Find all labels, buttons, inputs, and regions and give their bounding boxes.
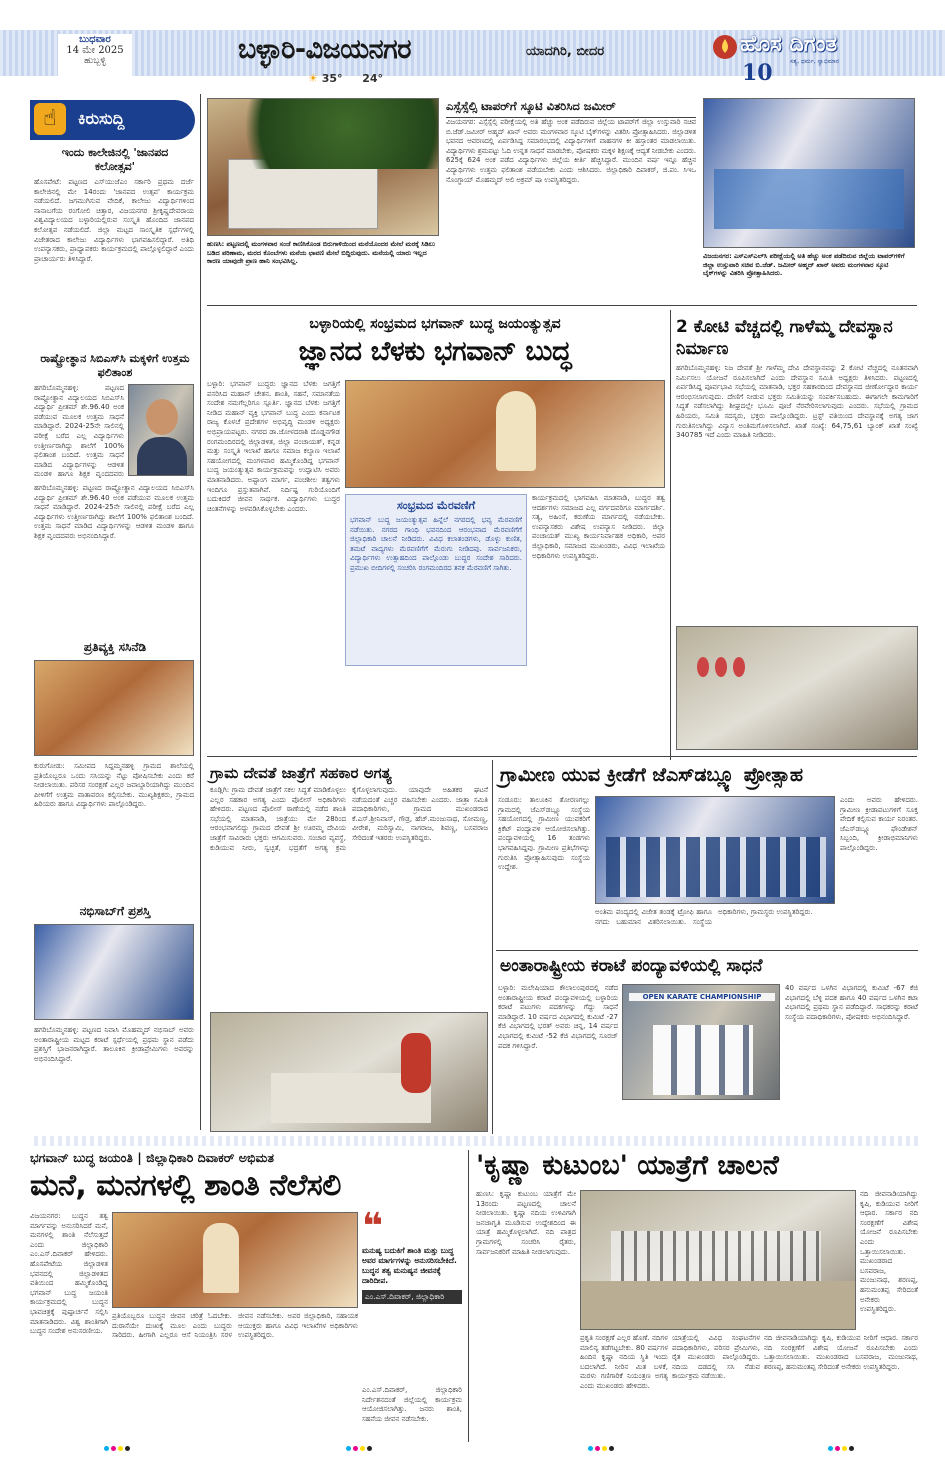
krishna-headline: 'ಕೃಷ್ಣಾ ಕುಟುಂಬ' ಯಾತ್ರೆಗೆ ಚಾಲನೆ [476,1150,779,1181]
brief-2-body-continued: ಹಗರಿಬೊಮ್ಮನಹಳ್ಳಿ: ಪಟ್ಟಣದ ರಾಷ್ಟ್ರೋತ್ಥಾನ ವಿದ್ಯಾಲಯದ ಸಿಬಿಎಸ್‌ಸಿ ವಿದ್ಯಾರ್ಥಿ ಪ್ರೀತಮ್ ಶೇ.96.40 ಅಂಕ ಪಡೆಯುವ ಮೂಲಕ ಉತ್ತಮ ಸಾಧನೆ ಮಾಡಿದ್ದಾರೆ. 2024-25ನೇ ಸಾಲಿನಲ್ಲಿ ಪರೀಕ್ಷೆ ಬರೆದ ಎಲ್ಲ ವಿದ್ಯಾರ್ಥಿಗಳು ಉತ್ತೀರ್ಣರಾಗಿದ್ದು ಶಾಲೆಗೆ 100% ಫಲಿತಾಂಶ ಬಂದಿದೆ. ಉತ್ತಮ ಸಾಧನೆ ಮಾಡಿದ ವಿದ್ಯಾರ್ಥಿಗಳನ್ನು ಆಡಳಿತ ಮಂಡಳಿ ಹಾಗೂ ಶಿಕ್ಷಕ ವೃಂದದವರು ಅಭಿನಂದಿಸಿದ್ದಾರೆ. [34,484,194,540]
karate-headline: ಅಂತಾರಾಷ್ಟ್ರೀಯ ಕರಾಟೆ ಪಂದ್ಯಾವಳಿಯಲ್ಲಿ ಸಾಧನೆ [500,956,763,976]
storm-damage-caption: ಹುಣಸಿ: ಪಟ್ಟಣದಲ್ಲಿ ಮಂಗಳವಾರ ಸಂಜೆ ಕಾಣಿಸಿಕೊಂಡ ಬಿರುಗಾಳಿಯಿಂದ ಮನೆಯೊಂದರ ಮೇಲೆ ಮರಕ್ಕೆ ಸಿಡಿಲು ಬಡಿದ ಪರಿಣಾಮ, ಮರದ ಕೊಂಬೆಗಳು ಮನೆಯ ಛಾವಣಿ ಮೇಲೆ ಬಿದ್ದಿರುವುದು. ಮನೆಯಲ್ಲಿ ಯಾರು ಇಲ್ಲದ ಕಾರಣ ಯಾವುದೇ ಪ್ರಾಣ ಹಾನಿ ಸಂಭವಿಸಿಲ್ಲ. [207,240,436,265]
registration-marks-1 [104,1446,130,1451]
date-box [58,34,132,76]
shanti-body-3: ಎಂ.ಎಸ್.ದಿವಾಕರ್, ಜಿಲ್ಲಾಧಿಕಾರಿ ನಿರ್ದೇಶನದಂತೆ ಜಿಲ್ಲೆಯಲ್ಲಿ ಕಾರ್ಯಕ್ರಮ ಆಯೋಜಿಸಲಾಗಿತ್ತು. ಜನರು ಶಾಂತಿ, ಸಹನೆಯ ಜೀವನ ನಡೆಸಬೇಕು. [362,1386,462,1423]
brief-2-title: ರಾಷ್ಟ್ರೋತ್ಥಾನ ಸಿಬಿಎಸ್‌ಸಿ ಮಕ್ಕಳಿಗೆ ಉತ್ತಮ ಫಲಿತಾಂಶ [40,352,190,379]
brief-2-body: ಹಗರಿಬೊಮ್ಮನಹಳ್ಳಿ: ಪಟ್ಟಣದ ರಾಷ್ಟ್ರೋತ್ಥಾನ ವಿದ್ಯಾಲಯದ ಸಿಬಿಎಸ್‌ಸಿ ವಿದ್ಯಾರ್ಥಿ ಪ್ರೀತಮ್ ಶೇ.96.40 ಅಂಕ ಪಡೆಯುವ ಮೂಲಕ ಉತ್ತಮ ಸಾಧನೆ ಮಾಡಿದ್ದಾರೆ. 2024-25ನೇ ಸಾಲಿನಲ್ಲಿ ಪರೀಕ್ಷೆ ಬರೆದ ಎಲ್ಲ ವಿದ್ಯಾರ್ಥಿಗಳು ಉತ್ತೀರ್ಣರಾಗಿದ್ದು ಶಾಲೆಗೆ 100% ಫಲಿತಾಂಶ ಬಂದಿದೆ. ಉತ್ತಮ ಸಾಧನೆ ಮಾಡಿದ ವಿದ್ಯಾರ್ಥಿಗಳನ್ನು ಆಡಳಿತ ಮಂಡಳಿ ಹಾಗೂ ಶಿಕ್ಷಕ ವೃಂದದವರು [34,384,124,479]
galemma-body: ಹಗರಿಬೊಮ್ಮನಹಳ್ಳಿ: ನಿಜ ದೇವತೆ ಶ್ರೀ ಗಾಳೆಮ್ಮ ದೇವಿ ದೇವಸ್ಥಾನವನ್ನು 2 ಕೋಟಿ ವೆಚ್ಚದಲ್ಲಿ ನೂತನವಾಗಿ ನಿರ್ಮಿಸಲು ಯೋಜನೆ ರೂಪಿಸಲಾಗಿದೆ ಎಂದು ದೇವಸ್ಥಾನ ಸಮಿತಿ ಅಧ್ಯಕ್ಷರು ತಿಳಿಸಿದರು. ಪಟ್ಟಣದಲ್ಲಿ ಏರ್ಪಡಿಸಿದ್ದ ಪೂರ್ವಭಾವಿ ಸಭೆಯಲ್ಲಿ ಮಾತನಾಡಿ, ಭಕ್ತರ ಸಹಕಾರದಿಂದ ದೇವಸ್ಥಾನದ ಜೀರ್ಣೋದ್ಧಾರ ಕಾರ್ಯ ಆರಂಭಿಸಲಾಗುವುದು. ದೇಣಿಗೆ ನೀಡುವ ಭಕ್ತರು ಸಮಿತಿಯನ್ನು ಸಂಪರ್ಕಿಸಬಹುದು. ಈಗಾಗಲೇ ಕಾಮಗಾರಿಗೆ ಸಿದ್ಧತೆ ನಡೆಸಲಾಗಿದ್ದು ಶೀಘ್ರದಲ್ಲೇ ಭೂಮಿ ಪೂಜೆ ನೆರವೇರಿಸಲಾಗುವುದು ಎಂದರು. ಸಭೆಯಲ್ಲಿ ಗ್ರಾಮದ ಹಿರಿಯರು, ಸಮಿತಿ ಸದಸ್ಯರು, ಭಕ್ತರು ಪಾಲ್ಗೊಂಡಿದ್ದರು. ಟ್ರಸ್ಟ್ ವತಿಯಿಂದ ದೇವಸ್ಥಾನಕ್ಕೆ ಅಗತ್ಯ ಜಾಗ ಗುರುತಿಸಲಾಗಿದ್ದು ವಿನ್ಯಾಸ ಅಂತಿಮಗೊಳಿಸಲಾಗಿದೆ. ಖಾತೆ ಸಂಖ್ಯೆ: 64,75,61 ಬ್ಯಾಂಕ್ ಖಾತೆ ಸಂಖ್ಯೆ 340785 ಇದೆ ಎಂದು ಮಾಹಿತಿ ನೀಡಿದರು. [676,364,918,440]
krishna-yatra-photo [580,1190,856,1330]
karate-body-2: 40 ವರ್ಷದ ಒಳಗಿನ ವಿಭಾಗದಲ್ಲಿ ಕುಮಿಟೆ -67 ಕೆಜಿ ವಿಭಾಗದಲ್ಲಿ ಬೆಳ್ಳಿ ಪದಕ ಹಾಗೂ 40 ವರ್ಷದ ಒಳಗಿನ ಕಟಾ ವಿಭಾಗದಲ್ಲಿ ಪ್ರಥಮ ಸ್ಥಾನ ಪಡೆದಿದ್ದಾರೆ. ಸಾಧಕರನ್ನು ಕರಾಟೆ ಸಂಸ್ಥೆಯ ಪದಾಧಿಕಾರಿಗಳು, ಪೋಷಕರು ಅಭಿನಂದಿಸಿದ್ದಾರೆ. [785,984,918,1021]
karate-champions-photo [622,984,780,1100]
v-rule-bottom [468,1150,469,1442]
krishna-body-1: ಹುಣಸಿ: ಕೃಷ್ಣಾ ಕುಟುಂಬ ಯಾತ್ರೆಗೆ ಮೇ 13ರಂದು ಪಟ್ಟಣದಲ್ಲಿ ಚಾಲನೆ ನೀಡಲಾಯಿತು. ಕೃಷ್ಣಾ ನದಿಯ ಉಳಿವಿಗಾಗಿ ಜನಜಾಗೃತಿ ಮೂಡಿಸುವ ಉದ್ದೇಶದಿಂದ ಈ ಯಾತ್ರೆ ಹಮ್ಮಿಕೊಳ್ಳಲಾಗಿದೆ. ನದಿ ಪಾತ್ರದ ಗ್ರಾಮಗಳಲ್ಲಿ ಸಂಚರಿಸಿ ರೈತರು, ಸಾರ್ವಜನಿಕರಿಗೆ ಮಾಹಿತಿ ನೀಡಲಾಗುವುದು. [476,1190,576,1256]
krishna-body-side-text: ನದಿ ಜೀವನಾಡಿಯಾಗಿದ್ದು ಕೃಷಿ, ಕುಡಿಯುವ ನೀರಿಗೆ ಆಧಾರ. ಸರ್ಕಾರ ನದಿ ಸಂರಕ್ಷಣೆಗೆ ವಿಶೇಷ ಯೋಜನೆ ರೂಪಿಸಬೇಕು ಎಂದು ಒತ್ತಾಯಿಸಲಾಯಿತು. ಮುಖಂಡರಾದ ಬಸವರಾಜ, ಮಂಜುನಾಥ, ಶರಣಪ್ಪ, ಹನುಮಂತಪ್ಪ ಸೇರಿದಂತೆ ಅನೇಕರು ಉಪಸ್ಥಿತರಿದ್ದರು. [860,1190,918,1314]
scooty-headline: ಎಸ್ಸೆಸ್ಸೆಲ್ಸಿ ಟಾಪರ್‌ಗೆ ಸ್ಕೂಟಿ ವಿತರಿಸಿದ ಜಮೀರ್ [446,99,696,118]
peace-meeting-photo [210,1012,488,1132]
section-subtitle: ಯಾದಗಿರಿ, ಬೀದರ [526,44,605,59]
shanti-quote: ಮನುಷ್ಯ ಬದುಕಿಗೆ ಶಾಂತಿ ಮತ್ತು ಬುದ್ಧ ಅವರ ಮಾರ್ಗಗಳನ್ನು ಅನುಸರಿಸಬೇಕಿದೆ. ಬುದ್ಧನ ತತ್ವ ಮನುಷ್ಯನ ಜೀವನಕ್ಕೆ ದಾರಿದೀಪ. [362,1246,457,1285]
shanti-body-2: ಪ್ರತಿಯೊಬ್ಬರೂ ಬುದ್ಧನ ಜೀವನ ಚರಿತ್ರೆ ಓದಬೇಕು. ದುರಾಸೆಯೇ ದುಃಖಕ್ಕೆ ಮೂಲ ಎಂದು ಬುದ್ಧರು ಸಾರಿದರು. ಹೀಗಾಗಿ ಎಲ್ಲರೂ ಆಸೆ ನಿಯಂತ್ರಿಸಿ ಸರಳ ಜೀವನ ನಡೆಸಬೇಕು. ಅಪರ ಜಿಲ್ಲಾಧಿಕಾರಿ, ಸಹಾಯಕ ಆಯುಕ್ತರು ಹಾಗೂ ವಿವಿಧ ಇಲಾಖೆಗಳ ಅಧಿಕಾರಿಗಳು ಉಪಸ್ಥಿತರಿದ್ದರು. [112,1312,358,1340]
section-title: ಬಳ್ಳಾರಿ-ವಿಜಯನಗರ [238,34,412,65]
issue-day: ಬುಧವಾರ [79,34,111,45]
lamp-logo-icon [712,34,738,60]
scooty-photo-caption: ವಿಜಯನಗರ: ಎಸ್‌ಎಸ್‌ಎಲ್‌ಸಿ ಪರೀಕ್ಷೆಯಲ್ಲಿ ಅತಿ ಹೆಚ್ಚು ಅಂಕ ಪಡೆದಿರುವ ಜಿಲ್ಲೆಯ ಟಾಪರ್‌ಗಳಿಗೆ ಜಿಲ್ಲಾ ಉಸ್ತುವಾರಿ ಸಚಿವ ಬಿ.ಜೆಡ್. ಜಮೀರ್ ಅಹ್ಮದ್ ಖಾನ್ ಅವರು ಮಂಗಳವಾರ ಸ್ಕೂಟಿ ಬೈಕ್‌ಗಳನ್ನು ವಿತರಿಸಿ ಪ್ರೋತ್ಸಾಹಿಸಿದರು. [703,252,905,277]
registration-marks-2 [346,1446,372,1451]
cricket-team-photo [595,796,835,904]
bottom-band [30,1136,918,1146]
h-rule-3 [496,950,918,951]
scooty-body: ವಿಜಯನಗರ: ಎಸ್ಸೆಸ್ಸೆಲ್ಸಿ ಪರೀಕ್ಷೆಯಲ್ಲಿ ಅತಿ ಹೆಚ್ಚು ಅಂಕ ಪಡೆದಿರುವ ಜಿಲ್ಲೆಯ ಟಾಪರ್‌ಗೆ ಜಿಲ್ಲಾ ಉಸ್ತುವಾರಿ ಸಚಿವ ಬಿ.ಜೆಡ್.ಜಮೀರ್ ಅಹ್ಮದ್ ಖಾನ್ ಅವರು ಮಂಗಳವಾರ ಸ್ಕೂಟಿ ಬೈಕ್‌ಗಳನ್ನು ವಿತರಿಸಿ ಪ್ರೋತ್ಸಾಹಿಸಿದರು. ಜಿಲ್ಲಾಡಳಿತ ಭವನದ ಆವರಣದಲ್ಲಿ ಏರ್ಪಡಿಸಿದ್ದ ಸಮಾರಂಭದಲ್ಲಿ ವಿದ್ಯಾರ್ಥಿಗಳಿಗೆ ವಾಹನಗಳ ಕೀ ಹಸ್ತಾಂತರ ಮಾಡಲಾಯಿತು. ವಿದ್ಯಾರ್ಥಿಗಳು ಶ್ರಮಪಟ್ಟು ಓದಿ ಉನ್ನತ ಸಾಧನೆ ಮಾಡಬೇಕು, ಪೋಷಕರು ಮಕ್ಕಳ ಶಿಕ್ಷಣಕ್ಕೆ ಆದ್ಯತೆ ನೀಡಬೇಕು ಎಂದರು. 625ಕ್ಕೆ 624 ಅಂಕ ಪಡೆದ ವಿದ್ಯಾರ್ಥಿಗಳು ಜಿಲ್ಲೆಯ ಕೀರ್ತಿ ಹೆಚ್ಚಿಸಿದ್ದಾರೆ. ಮುಂದಿನ ವರ್ಷ ಇನ್ನೂ ಹೆಚ್ಚಿನ ವಿದ್ಯಾರ್ಥಿಗಳು ಉತ್ತಮ ಫಲಿತಾಂಶ ಪಡೆಯಬೇಕು ಎಂದು ಆಶಿಸಿದರು. ಜಿಲ್ಲಾಧಿಕಾರಿ ದಿವಾಕರ್, ಜಿ.ಪಂ. ಸಿಇಒ ನೊಂಗ್ಜಾಯ್ ಮೊಹಮ್ಮದ್ ಅಲಿ ಅಕ್ರಮ್ ಷಾ ಉಪಸ್ಥಿತರಿದ್ದರು. [446,118,696,184]
masthead [0,0,945,92]
grama-headline: ಗ್ರಾಮ ದೇವತೆ ಜಾತ್ರೆಗೆ ಸಹಕಾರ ಅಗತ್ಯ [210,764,392,782]
kiru-label: ಕಿರುಸುದ್ದಿ [78,109,125,128]
galemma-headline: 2 ಕೋಟಿ ವೆಚ್ಚದಲ್ಲಿ ಗಾಳೆಮ್ಮ ದೇವಸ್ಥಾನ ನಿರ್ಮಾಣ [676,317,893,359]
brief-1-title: ಇಂದು ಕಾಲೇಜಿನಲ್ಲಿ 'ಜಾನಪದ ಕಲೋತ್ಸವ' [61,146,169,173]
buddha-headline: ಜ್ಞಾನದ ಬೆಳಕು ಭಗವಾನ್ ಬುದ್ಧ [298,336,572,367]
krishna-body-side [860,1190,918,1330]
tree-planting-photo [34,660,194,756]
storm-damage-photo [207,98,439,236]
temple-meeting-photo [676,626,918,750]
sun-icon: ☀ [308,72,318,85]
brand-name: ಹೊಸ ದಿಗಂತ [740,32,838,57]
student-portrait-photo [128,384,194,476]
shanti-headline: ಮನೆ, ಮನಗಳಲ್ಲಿ ಶಾಂತಿ ನೆಲೆಸಲಿ [30,1168,341,1203]
registration-marks-4 [828,1446,854,1451]
brief-1-body: ಹೊಸಪೇಟೆ: ಪಟ್ಟಣದ ಎಸ್‌ಯುಜೆಎಂ ಸರ್ಕಾರಿ ಪ್ರಥಮ ದರ್ಜೆ ಕಾಲೇಜಿನಲ್ಲಿ ಮೇ 14ರಂದು 'ಜಾನಪದ ಉತ್ಸವ' ಕಾರ್ಯಕ್ರಮ ನಡೆಯಲಿದೆ. ಜಗಮುಗಿಸುವ ವೇದಿಕೆ, ಕಾಲೇಜು ವಿದ್ಯಾರ್ಥಿಗಳಿಂದ ನಾನಾಬಗೆಯ ರಂಗೋಲಿ ಚಿತ್ತಾರ, ವಿಜಯನಗರ ಶ್ರೀಕೃಷ್ಣದೇವರಾಯ ವಿಶ್ವವಿದ್ಯಾಲಯದ ಬಳ್ಳಾರಿಯಲ್ಲಿರುವ ಸಂಸ್ಕೃತಿ ಹೊಂದಿದ ಜಾನಪದ ಕಲೋತ್ಸವ ನಡೆಯಲಿದೆ. ಜಿಲ್ಲಾ ಮಟ್ಟದ ಸಾಂಸ್ಕೃತಿಕ ಸ್ಪರ್ಧೆಗಳಲ್ಲಿ ವಿಜೇತರಾದ ಕಾಲೇಜು ವಿದ್ಯಾರ್ಥಿಗಳು ಭಾಗವಹಿಸಲಿದ್ದಾರೆ. ಅತಿಥಿ ಉಪನ್ಯಾಸಕರು, ಪ್ರಾಧ್ಯಾಪಕರು ಕಾರ್ಯಕ್ರಮದಲ್ಲಿ ಪಾಲ್ಗೊಳ್ಳಲಿದ್ದಾರೆ ಎಂದು ಪ್ರಾಚಾರ್ಯರು ತಿಳಿಸಿದ್ದಾರೆ. [34,178,194,263]
karate-body-1: ಬಳ್ಳಾರಿ: ಮಲೇಷಿಯಾದ ಕೌಲಾಲಂಪುರದಲ್ಲಿ ನಡೆದ ಅಂತಾರಾಷ್ಟ್ರೀಯ ಕರಾಟೆ ಪಂದ್ಯಾವಳಿಯಲ್ಲಿ ಬಳ್ಳಾರಿಯ ಕರಾಟೆ ಪಟುಗಳು ಪದಕಗಳನ್ನು ಗೆದ್ದು ಸಾಧನೆ ಮಾಡಿದ್ದಾರೆ. 10 ವರ್ಷದ ವಿಭಾಗದಲ್ಲಿ ಕುಮಿಟೆ -27 ಕೆಜಿ ವಿಭಾಗದಲ್ಲಿ ಭರತ್ ಅವರು ಚಿನ್ನ, 14 ವರ್ಷದ ವಿಭಾಗದಲ್ಲಿ ಕುಮಿಟೆ -52 ಕೆಜಿ ವಿಭಾಗದಲ್ಲಿ ಸೂರಜ್ ಪದಕ ಗಳಿಸಿದ್ದಾರೆ. [498,984,618,1050]
v-rule-galemma [670,310,671,760]
award-ceremony-photo [34,924,194,1020]
krishna-body-4: ನದಿ ಜೀವನಾಡಿಯಾಗಿದ್ದು ಕೃಷಿ, ಕುಡಿಯುವ ನೀರಿಗೆ ಆಧಾರ. ಸರ್ಕಾರ ನದಿ ಸಂರಕ್ಷಣೆಗೆ ವಿಶೇಷ ಯೋಜನೆ ರೂಪಿಸಬೇಕು ಎಂದು ಒತ್ತಾಯಿಸಲಾಯಿತು. ಮುಖಂಡರಾದ ಬಸವರಾಜ, ಮಂಜುನಾಥ, ಶರಣಪ್ಪ, ಹನುಮಂತಪ್ಪ ಸೇರಿದಂತೆ ಅನೇಕರು ಉಪಸ್ಥಿತರಿದ್ದರು. [764,1334,918,1371]
scooty-distribution-photo [703,98,915,248]
left-col-divider [200,94,201,1130]
krishna-body-3: ಯಾತ್ರೆಯಲ್ಲಿ ವಿವಿಧ ಸಂಘಟನೆಗಳ ಪದಾಧಿಕಾರಿಗಳು, ಪರಿಸರ ಪ್ರೇಮಿಗಳು, ರೈತ ಮುಖಂಡರು ಪಾಲ್ಗೊಂಡಿದ್ದರು. ನದಿಯ ದಡದಲ್ಲಿ ಸಸಿ ನೆಡುವ ಕಾರ್ಯಕ್ರಮ ನಡೆಯಿತು. [672,1334,760,1381]
grama-body: ಕೂಡ್ಲಿಗಿ: ಗ್ರಾಮ ದೇವತೆ ಜಾತ್ರೆಗೆ ಸಕಲ ಸಿದ್ಧತೆ ಮಾಡಿಕೊಳ್ಳಲು ಎಲ್ಲರ ಸಹಕಾರ ಅಗತ್ಯ ಎಂದು ಪೊಲೀಸ್ ಅಧಿಕಾರಿಗಳು ಹೇಳಿದರು. ಪಟ್ಟಣದ ಪೊಲೀಸ್ ಠಾಣೆಯಲ್ಲಿ ನಡೆದ ಶಾಂತಿ ಸಭೆಯಲ್ಲಿ ಮಾತನಾಡಿ, ಜಾತ್ರೆಯು ಮೇ 28ರಿಂದ ಆರಂಭವಾಗಲಿದ್ದು ಗ್ರಾಮದ ದೇವತೆ ಶ್ರೀ ಊರಮ್ಮ ದೇವಿಯ ಜಾತ್ರೆಗೆ ಸಾವಿರಾರು ಭಕ್ತರು ಆಗಮಿಸುವರು. ಸಂಚಾರ ವ್ಯವಸ್ಥೆ, ಕುಡಿಯುವ ನೀರು, ಸ್ವಚ್ಛತೆ, ಭದ್ರತೆಗೆ ಅಗತ್ಯ ಕ್ರಮ ಕೈಗೊಳ್ಳಲಾಗುವುದು. ಯಾವುದೇ ಅಹಿತಕರ ಘಟನೆ ನಡೆಯದಂತೆ ಎಚ್ಚರ ವಹಿಸಬೇಕು ಎಂದರು. ಜಾತ್ರಾ ಸಮಿತಿ ಪದಾಧಿಕಾರಿಗಳು, ಗ್ರಾಮದ ಮುಖಂಡರಾದ ಕೆ.ಎಸ್.ಶ್ರೀನಿವಾಸ್, ಗೌಡ್ರ, ಹೆಚ್.ಮಂಜುನಾಥ, ಸೋಮಣ್ಣ, ವೀರೇಶ, ಮರಿಸ್ವಾಮಿ, ನಾಗರಾಜ, ಶಿವಣ್ಣ, ಬಸವರಾಜ ಸೇರಿದಂತೆ ಇತರರು ಉಪಸ್ಥಿತರಿದ್ದರು. [210,786,488,852]
temp-max: 35° [321,72,343,85]
temp-min: 24° [362,72,384,85]
brief-4-title: ನಭಿಸಾಬ್‌ಗೆ ಪ್ರಶಸ್ತಿ [79,904,151,918]
weather-strip [308,72,383,85]
registration-marks-3 [588,1446,614,1451]
issue-date: 14 ಮೇ 2025 [66,45,124,56]
brief-4-body: ಹಗರಿಬೊಮ್ಮನಹಳ್ಳಿ: ಪಟ್ಟಣದ ನಿವಾಸಿ ಮೊಹಮ್ಮದ್ ನಭಿಸಾಬ್ ಅವರು ಅಂತಾರಾಷ್ಟ್ರೀಯ ಮಟ್ಟದ ಕರಾಟೆ ಸ್ಪರ್ಧೆಯಲ್ಲಿ ಪ್ರಥಮ ಸ್ಥಾನ ಪಡೆದು ಪ್ರಶಸ್ತಿಗೆ ಭಾಜನರಾಗಿದ್ದಾರೆ. ತಾಲೂಕಿನ ಕ್ರೀಡಾಪ್ರೇಮಿಗಳು ಅವರನ್ನು ಅಭಿನಂದಿಸಿದ್ದಾರೆ. [34,1026,194,1063]
brief-2-body-cont [34,484,194,634]
jsw-headline: ಗ್ರಾಮೀಣ ಯುವ ಕ್ರೀಡೆಗೆ ಜೆಎಸ್‌ಡಬ್ಲ್ಯೂ ಪ್ರೋತ್ಸಾಹ [500,764,804,786]
page-number: 10 [742,60,773,86]
quote-mark-icon: ❝ [362,1206,384,1247]
shanti-kicker: ಭಗವಾನ್ ಬುದ್ಧ ಜಯಂತಿ | ಜಿಲ್ಲಾಧಿಕಾರಿ ದಿವಾಕರ್ ಅಭಿಮತ [30,1150,274,1165]
buddha-body-2: ಕಾರ್ಯಕ್ರಮದಲ್ಲಿ ಭಾಗವಹಿಸಿ ಮಾತನಾಡಿ, ಬುದ್ಧರ ತತ್ವ ಆದರ್ಶಗಳು ಸಮಾಜದ ಎಲ್ಲ ವರ್ಗದವರಿಗೂ ಮಾರ್ಗದರ್ಶಿ. ಸತ್ಯ, ಅಹಿಂಸೆ, ಕರುಣೆಯ ಮಾರ್ಗದಲ್ಲಿ ನಡೆಯಬೇಕು. ಉಪನ್ಯಾಸಕರು ವಿಶೇಷ ಉಪನ್ಯಾಸ ನೀಡಿದರು. ಜಿಲ್ಲಾ ಪಂಚಾಯತ್ ಮುಖ್ಯ ಕಾರ್ಯನಿರ್ವಾಹಕ ಅಧಿಕಾರಿ, ಅಪರ ಜಿಲ್ಲಾಧಿಕಾರಿ, ಸಮಾಜದ ಮುಖಂಡರು, ವಿವಿಧ ಇಲಾಖೆಯ ಅಧಿಕಾರಿಗಳು ಉಪಸ್ಥಿತರಿದ್ದರು. [532,494,665,560]
v-rule-grama [492,760,493,1134]
buddha-kicker: ಬಳ್ಳಾರಿಯಲ್ಲಿ ಸಂಭ್ರಮದ ಭಗವಾನ್ ಬುದ್ಧ ಜಯಂತ್ಯುತ್ಸವ [309,316,561,332]
buddha-ceremony-photo [345,380,665,488]
karate-banner: OPEN KARATE CHAMPIONSHIP [629,993,775,1001]
brief-3-title: ಪ್ರತಿವ್ಯಕ್ತಿ ಸಸಿನೆಡಿ [83,640,147,654]
jsw-body-3: ಎಂದು ಅವರು ಹೇಳಿದರು. ಗ್ರಾಮೀಣ ಕ್ರೀಡಾಪಟುಗಳಿಗೆ ಸೂಕ್ತ ವೇದಿಕೆ ಕಲ್ಪಿಸುವ ಕಾರ್ಯ ನಿರಂತರ. ಜೆಎಸ್‌ಡಬ್ಲ್ಯೂ ಫೌಂಡೇಶನ್ ಸಿಬ್ಬಂದಿ, ಕ್ರೀಡಾಭಿಮಾನಿಗಳು ಪಾಲ್ಗೊಂಡಿದ್ದರು. [840,796,918,852]
brand-tagline: ಸತ್ಯ, ಧರ್ಮ, ಸ್ವಾಭಿಮಾನ [790,58,840,65]
jsw-body-1: ಸಂಡೂರು: ತಾಲೂಕಿನ ತೋರಣಗಲ್ಲು ಗ್ರಾಮದಲ್ಲಿ ಜೆಎಸ್‌ಡಬ್ಲ್ಯೂ ಸಂಸ್ಥೆಯ ಸಹಯೋಗದಲ್ಲಿ ಗ್ರಾಮೀಣ ಯುವಕರಿಗೆ ಕ್ರಿಕೆಟ್ ಪಂದ್ಯಾವಳಿ ಆಯೋಜಿಸಲಾಗಿತ್ತು. ಪಂದ್ಯಾವಳಿಯಲ್ಲಿ 16 ತಂಡಗಳು ಭಾಗವಹಿಸಿದ್ದವು. ಗ್ರಾಮೀಣ ಪ್ರತಿಭೆಗಳನ್ನು ಗುರುತಿಸಿ ಪ್ರೋತ್ಸಾಹಿಸುವುದು ಸಂಸ್ಥೆಯ ಉದ್ದೇಶ. [498,796,590,872]
jsw-body-2: ಅಂತಿಮ ಪಂದ್ಯದಲ್ಲಿ ವಿಜೇತ ತಂಡಕ್ಕೆ ಟ್ರೋಫಿ ಹಾಗೂ ನಗದು ಬಹುಮಾನ ವಿತರಿಸಲಾಯಿತು. ಸಂಸ್ಥೆಯ ಅಧಿಕಾರಿಗಳು, ಗ್ರಾಮಸ್ಥರು ಉಪಸ್ಥಿತರಿದ್ದರು. [595,908,813,926]
brand-logo [710,32,888,65]
issue-city: ಹುಬ್ಬಳ್ಳಿ [84,56,106,66]
buddha-quote-title: ಸಂಭ್ರಮದ ಮೆರವಣಿಗೆ [396,499,476,512]
h-rule-2 [207,756,917,757]
kiru-header [30,100,195,140]
buddha-jayanti-dc-photo [112,1212,358,1308]
buddha-quote-body: ಭಗವಾನ್ ಬುದ್ಧ ಜಯಂತ್ಯುತ್ಸವ ಹಿನ್ನೆಲೆ ನಗರದಲ್ಲಿ ಭವ್ಯ ಮೆರವಣಿಗೆ ನಡೆಯಿತು. ನಗರದ ಗಾಂಧಿ ಭವನದಿಂದ ಆರಂಭವಾದ ಮೆರವಣಿಗೆಗೆ ಜಿಲ್ಲಾಧಿಕಾರಿ ಚಾಲನೆ ನೀಡಿದರು. ವಿವಿಧ ಕಲಾತಂಡಗಳು, ಡೊಳ್ಳು ಕುಣಿತ, ತಮಟೆ ವಾದ್ಯಗಳು ಮೆರವಣಿಗೆಗೆ ಮೆರುಗು ನೀಡಿದವು. ಸಾರ್ವಜನಿಕರು, ವಿದ್ಯಾರ್ಥಿಗಳು ಉತ್ಸಾಹದಿಂದ ಪಾಲ್ಗೊಂಡು ಬುದ್ಧರ ಸಂದೇಶ ಸಾರಿದರು. ಪ್ರಮುಖ ಬೀದಿಗಳಲ್ಲಿ ಸಂಚರಿಸಿ ರಂಗಮಂದಿರದ ತನಕ ಮೆರವಣಿಗೆ ಸಾಗಿತು. [350,516,522,572]
buddha-quote-box [345,494,527,666]
buddha-body-1: ಬಳ್ಳಾರಿ: ಭಗವಾನ್ ಬುದ್ಧರು ಜ್ಞಾನದ ಬೆಳಕು ಜಗತ್ತಿಗೆ ಪಸರಿಸಿದ ಮಹಾನ್ ಚೇತನ. ಶಾಂತಿ, ಸಹನೆ, ಸಮಾನತೆಯ ಸಂದೇಶ ನಮಗೆಲ್ಲರಿಗೂ ಸ್ಪೂರ್ತಿ. ಜ್ಞಾನದ ಬೆಳಕು ಜಗತ್ತಿಗೆ ನೀಡಿದ ಮಹಾನ್ ವ್ಯಕ್ತಿ ಭಗವಾನ್ ಬುದ್ಧ ಎಂದು ಕರ್ನಾಟಕ ರಾಜ್ಯ ಕೊಳಚೆ ಪ್ರದೇಶಗಳ ಅಭಿವೃದ್ಧಿ ಮಂಡಳಿ ಅಧ್ಯಕ್ಷರು ಅಭಿಪ್ರಾಯಪಟ್ಟರು. ನಗರದ ಡಾ.ಜೋಳದರಾಶಿ ದೊಡ್ಡನಗೌಡ ರಂಗಮಂದಿರದಲ್ಲಿ ಜಿಲ್ಲಾಡಳಿತ, ಜಿಲ್ಲಾ ಪಂಚಾಯತ್, ಕನ್ನಡ ಮತ್ತು ಸಂಸ್ಕೃತಿ ಇಲಾಖೆ ಹಾಗೂ ಸಮಾಜ ಕಲ್ಯಾಣ ಇಲಾಖೆ ಸಹಯೋಗದಲ್ಲಿ ಮಂಗಳವಾರ ಹಮ್ಮಿಕೊಂಡಿದ್ದ ಭಗವಾನ್ ಬುದ್ಧ ಜಯಂತ್ಯುತ್ಸವ ಕಾರ್ಯಕ್ರಮವನ್ನು ಉದ್ಘಾಟಿಸಿ ಅವರು ಮಾತನಾಡಿದರು. ಅಷ್ಟಾಂಗ ಮಾರ್ಗ, ಪಂಚಶೀಲ ತತ್ವಗಳು ಇಂದಿಗೂ ಪ್ರಸ್ತುತವಾಗಿವೆ. ನಿರ್ದಿಷ್ಟ ಗುರಿಯೊಂದಿಗೆ ಬದುಕಿದರೆ ಜೀವನ ಸಾರ್ಥಕ. ವಿದ್ಯಾರ್ಥಿಗಳು ಬುದ್ಧರ ಚಿಂತನೆಗಳನ್ನು ಅಳವಡಿಸಿಕೊಳ್ಳಬೇಕು ಎಂದರು. [207,380,340,513]
hand-pointer-icon: ☝ [34,103,66,135]
shanti-quote-box [362,1206,462,1382]
h-rule-1 [207,305,917,306]
brief-3-body: ಕುರುಗೋಡು: ಸಮೀಪದ ಸಿದ್ದಮ್ಮನಹಳ್ಳಿ ಗ್ರಾಮದ ಶಾಲೆಯಲ್ಲಿ ಪ್ರತಿಯೊಬ್ಬರೂ ಒಂದು ಸಸಿಯನ್ನು ನೆಟ್ಟು ಪೋಷಿಸಬೇಕು ಎಂದು ಕರೆ ನೀಡಲಾಯಿತು. ಪರಿಸರ ಸಂರಕ್ಷಣೆ ಎಲ್ಲರ ಜವಾಬ್ದಾರಿಯಾಗಿದ್ದು ಮುಂದಿನ ಪೀಳಿಗೆಗೆ ಉತ್ತಮ ವಾತಾವರಣ ಕಲ್ಪಿಸಬೇಕು. ಮುಖ್ಯಶಿಕ್ಷಕರು, ಗ್ರಾಮದ ಹಿರಿಯರು ಹಾಗೂ ವಿದ್ಯಾರ್ಥಿಗಳು ಪಾಲ್ಗೊಂಡಿದ್ದರು. [34,762,194,809]
shanti-quote-by: ಎಂ.ಎಸ್.ದಿವಾಕರ್, ಜಿಲ್ಲಾಧಿಕಾರಿ [362,1290,462,1304]
krishna-body-2: ಪ್ರಕೃತಿ ಸಂರಕ್ಷಣೆ ಎಲ್ಲರ ಹೊಣೆ. ನದಿಗಳ ಮಾಲಿನ್ಯ ತಡೆಗಟ್ಟಬೇಕು. 80 ವರ್ಷಗಳ ಹಿಂದಿನ ಕೃಷ್ಣಾ ನದಿಯ ಸ್ಥಿತಿ ಇಂದು ಬದಲಾಗಿದೆ. ನೀರಿನ ಮಿತ ಬಳಕೆ, ಮರಳು ಗಣಿಗಾರಿಕೆ ನಿಯಂತ್ರಣ ಅಗತ್ಯ ಎಂದು ಮುಖಂಡರು ಹೇಳಿದರು. [580,1334,668,1390]
shanti-body-1: ವಿಜಯನಗರ: ಬುದ್ಧನ ತತ್ವ ಮಾರ್ಗವನ್ನು ಅನುಸರಿಸಿದರೆ ಮನೆ, ಮನಗಳಲ್ಲಿ ಶಾಂತಿ ನೆಲೆಸುತ್ತದೆ ಎಂದು ಜಿಲ್ಲಾಧಿಕಾರಿ ಎಂ.ಎಸ್.ದಿವಾಕರ್ ಹೇಳಿದರು. ಹೊಸಪೇಟೆಯ ಜಿಲ್ಲಾಡಳಿತ ಭವನದಲ್ಲಿ ಜಿಲ್ಲಾಡಳಿತದ ವತಿಯಿಂದ ಹಮ್ಮಿಕೊಂಡಿದ್ದ ಭಗವಾನ್ ಬುದ್ಧ ಜಯಂತಿ ಕಾರ್ಯಕ್ರಮದಲ್ಲಿ ಬುದ್ಧನ ಭಾವಚಿತ್ರಕ್ಕೆ ಪುಷ್ಪಾರ್ಚನೆ ಸಲ್ಲಿಸಿ ಮಾತನಾಡಿದರು. ವಿಶ್ವ ಶಾಂತಿಗಾಗಿ ಬುದ್ಧನ ಸಂದೇಶ ಅನುಸರಣೀಯ. [30,1212,108,1336]
